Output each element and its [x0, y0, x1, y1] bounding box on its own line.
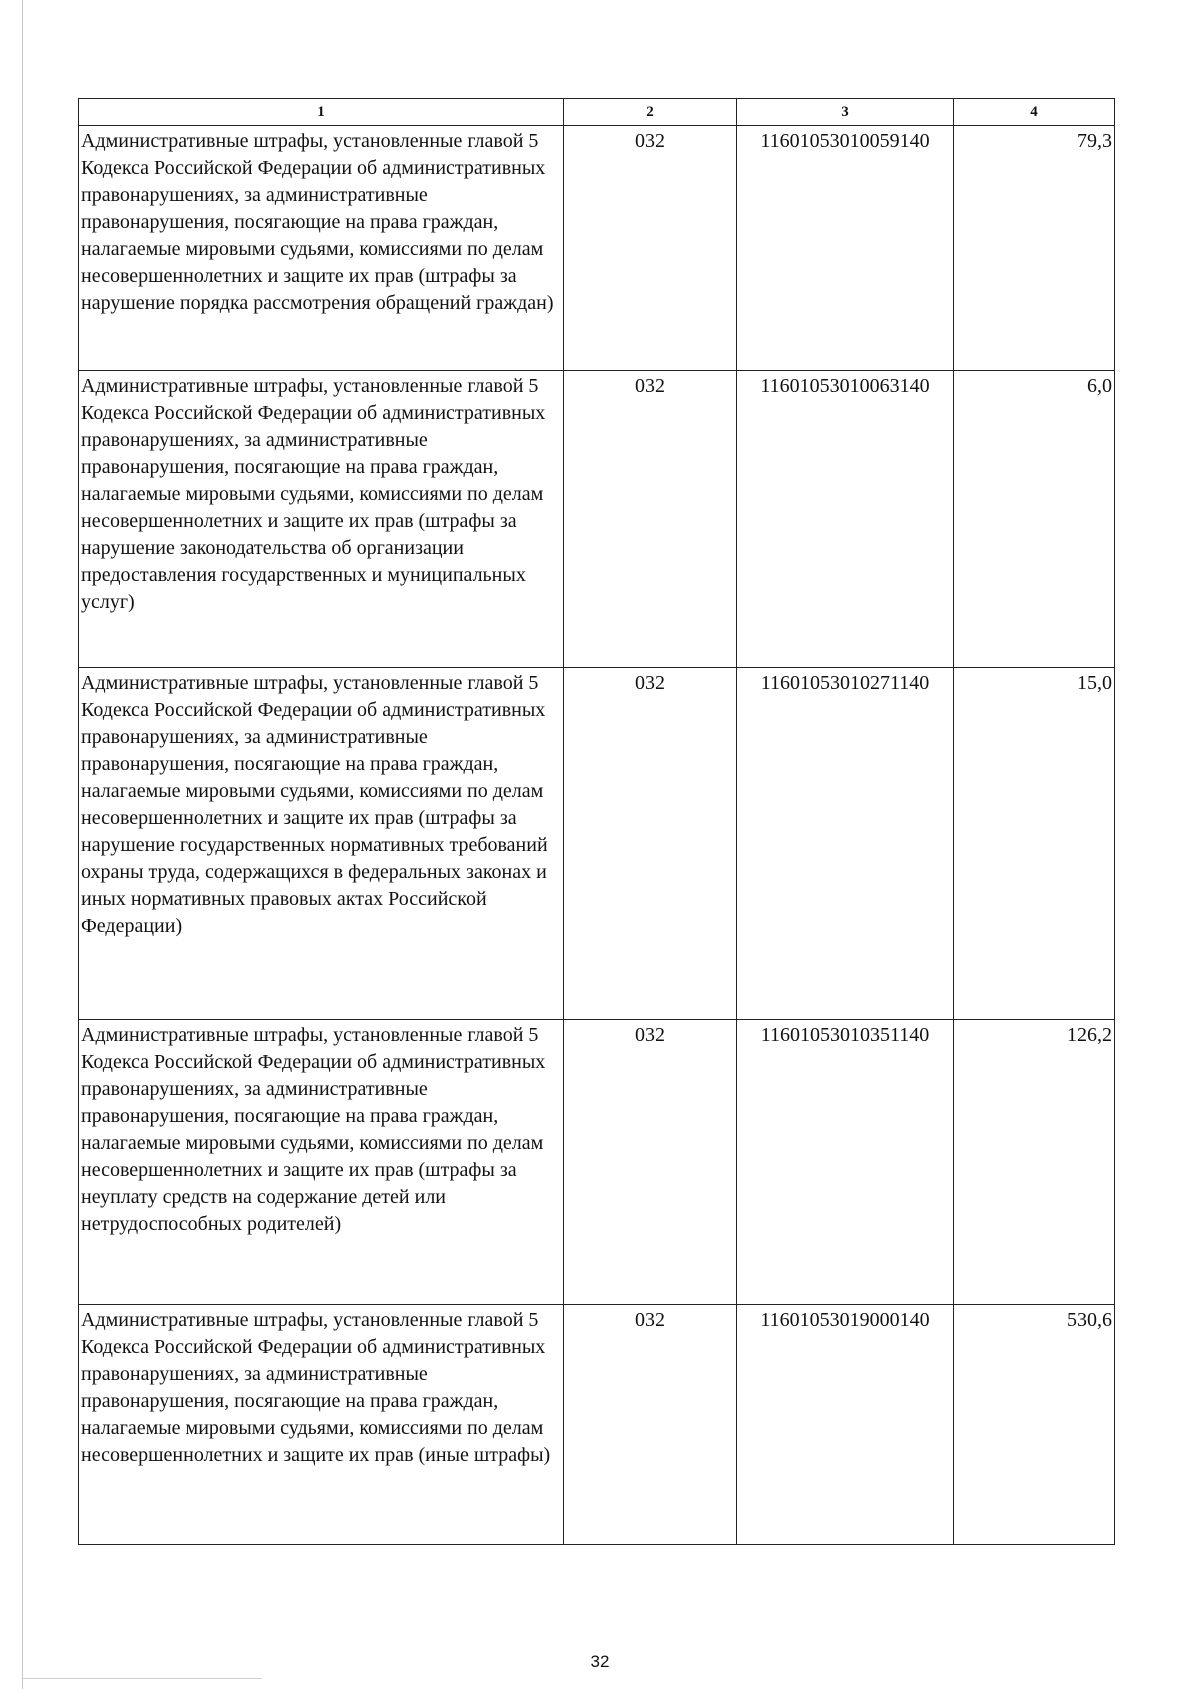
header-col-1: 1 [79, 99, 564, 126]
scan-edge-bottom-line [22, 1678, 262, 1679]
admin-code-cell: 032 [564, 126, 737, 371]
table-row [79, 1020, 1115, 1305]
scan-edge-line [22, 0, 23, 1689]
revenue-name-cell: Административные штрафы, установленные главой 5 Кодекса Российской Федерации об административных правонарушениях, за административные правонарушения, посягающие на права граждан, налагаемые мировыми судьями, комиссиями по делам несовершеннолетних и защите их прав (штрафы за нарушение законодательства об организации предоставления государственных и муниципальных услуг) [79, 371, 564, 668]
header-col-4: 4 [954, 99, 1115, 126]
page-number: 32 [590, 1652, 610, 1671]
admin-code-cell: 032 [564, 371, 737, 668]
amount-cell: 15,0 [954, 668, 1115, 1020]
table-row [79, 371, 1115, 668]
budget-revenue-table [78, 98, 1115, 1545]
header-col-3: 3 [737, 99, 954, 126]
budget-code-cell: 11601053010351140 [737, 1020, 954, 1305]
amount-cell: 6,0 [954, 371, 1115, 668]
budget-code-cell: 11601053019000140 [737, 1305, 954, 1545]
admin-code-cell: 032 [564, 668, 737, 1020]
admin-code-cell: 032 [564, 1020, 737, 1305]
table-row [79, 1305, 1115, 1545]
table-header-row [79, 99, 1115, 126]
amount-cell: 530,6 [954, 1305, 1115, 1545]
budget-code-cell: 11601053010063140 [737, 371, 954, 668]
revenue-name-cell: Административные штрафы, установленные главой 5 Кодекса Российской Федерации об административных правонарушениях, за административные правонарушения, посягающие на права граждан, налагаемые мировыми судьями, комиссиями по делам несовершеннолетних и защите их прав (иные штрафы) [79, 1305, 564, 1545]
header-col-2: 2 [564, 99, 737, 126]
revenue-name-cell: Административные штрафы, установленные главой 5 Кодекса Российской Федерации об административных правонарушениях, за административные правонарушения, посягающие на права граждан, налагаемые мировыми судьями, комиссиями по делам несовершеннолетних и защите их прав (штрафы за нарушение государственных нормативных требований охраны труда, содержащихся в федеральных законах и иных нормативных правовых актах Российской Федерации) [79, 668, 564, 1020]
budget-code-cell: 11601053010271140 [737, 668, 954, 1020]
table-row [79, 126, 1115, 371]
revenue-name-cell: Административные штрафы, установленные главой 5 Кодекса Российской Федерации об административных правонарушениях, за административные правонарушения, посягающие на права граждан, налагаемые мировыми судьями, комиссиями по делам несовершеннолетних и защите их прав (штрафы за нарушение порядка рассмотрения обращений граждан) [79, 126, 564, 371]
admin-code-cell: 032 [564, 1305, 737, 1545]
amount-cell: 126,2 [954, 1020, 1115, 1305]
table-row [79, 668, 1115, 1020]
budget-code-cell: 11601053010059140 [737, 126, 954, 371]
amount-cell: 79,3 [954, 126, 1115, 371]
revenue-name-cell: Административные штрафы, установленные главой 5 Кодекса Российской Федерации об административных правонарушениях, за административные правонарушения, посягающие на права граждан, налагаемые мировыми судьями, комиссиями по делам несовершеннолетних и защите их прав (штрафы за неуплату средств на содержание детей или нетрудоспособных родителей) [79, 1020, 564, 1305]
